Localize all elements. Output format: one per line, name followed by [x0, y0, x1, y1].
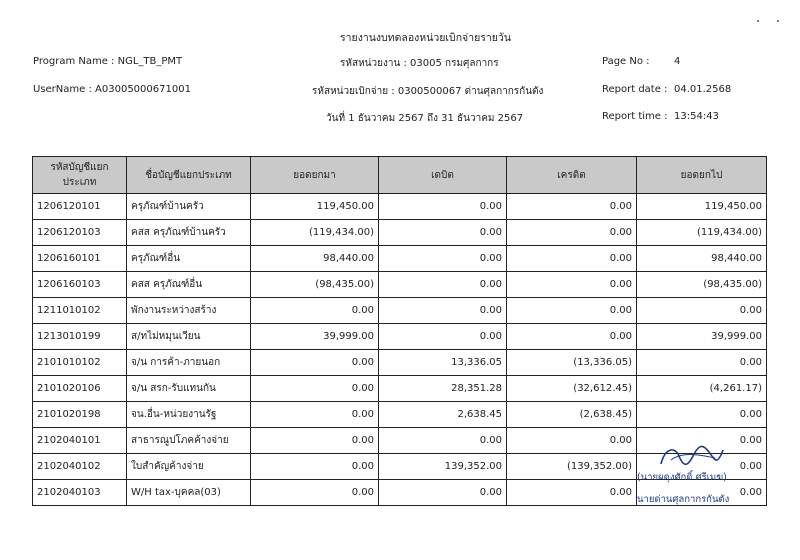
brought-forward: 0.00 — [251, 402, 379, 428]
brought-forward: 98,440.00 — [251, 246, 379, 272]
carried-forward: (119,434.00) — [637, 220, 767, 246]
credit: (139,352.00) — [507, 454, 637, 480]
account-code: 2102040101 — [33, 428, 127, 454]
credit: 0.00 — [507, 272, 637, 298]
carried-forward: (4,261.17) — [637, 376, 767, 402]
table-row — [33, 402, 767, 428]
credit: 0.00 — [507, 246, 637, 272]
account-name: จ/น สรก-รับแทนกัน — [127, 376, 251, 402]
scan-mark-dot — [777, 20, 779, 22]
carried-forward — [637, 454, 767, 505]
debit: 0.00 — [379, 246, 507, 272]
debit: 139,352.00 — [379, 454, 507, 480]
account-code: 2101020106 — [33, 376, 127, 402]
username-value: A03005000671001 — [95, 84, 191, 95]
table-row — [33, 324, 767, 350]
account-name: จ/น การค้า-ภายนอก — [127, 350, 251, 376]
report-title: รายงานงบทดลองหน่วยเบิกจ่ายรายวัน — [340, 32, 512, 44]
column-header-carried-forward: ยอดยกไป — [637, 157, 767, 194]
table-row — [33, 272, 767, 298]
debit: 2,638.45 — [379, 402, 507, 428]
table-row — [33, 298, 767, 324]
account-code: 1206120101 — [33, 194, 127, 220]
account-name: คสส ครุภัณฑ์อื่น — [127, 272, 251, 298]
account-code: 2102040102 — [33, 454, 127, 480]
table-row — [33, 194, 767, 220]
account-name: คสส ครุภัณฑ์บ้านครัว — [127, 220, 251, 246]
username-label: UserName : — [33, 84, 92, 95]
carried-forward: 98,440.00 — [637, 246, 767, 272]
report-time-label: Report time : — [602, 111, 668, 122]
program-name — [33, 56, 182, 67]
table-row — [33, 350, 767, 376]
report-date-label: Report date : — [602, 84, 668, 95]
column-header-account-code: รหัสบัญชีแยกประเภท — [33, 157, 127, 194]
disbursing-unit: รหัสหน่วยเบิกจ่าย : 0300500067 ด่านศุลกากรกันตัง — [312, 86, 544, 97]
table-row — [33, 454, 767, 480]
program-name-value: NGL_TB_PMT — [117, 56, 183, 67]
column-header-brought-forward: ยอดยกมา — [251, 157, 379, 194]
account-code: 2101010102 — [33, 350, 127, 376]
debit: 0.00 — [379, 272, 507, 298]
table-body — [33, 194, 767, 506]
brought-forward: 39,999.00 — [251, 324, 379, 350]
carried-forward: 39,999.00 — [637, 324, 767, 350]
credit: 0.00 — [507, 220, 637, 246]
credit: 0.00 — [507, 324, 637, 350]
brought-forward: 0.00 — [251, 350, 379, 376]
page-no-label: Page No : — [602, 56, 650, 67]
debit: 0.00 — [379, 480, 507, 506]
brought-forward: (98,435.00) — [251, 272, 379, 298]
carried-forward-value: 0.00 — [739, 487, 762, 498]
date-range: วันที่ 1 ธันวาคม 2567 ถึง 31 ธันวาคม 2567 — [326, 113, 524, 124]
account-code: 2101020198 — [33, 402, 127, 428]
agency-code: รหัสหน่วยงาน : 03005 กรมศุลกากร — [340, 58, 499, 69]
account-code: 1206160101 — [33, 246, 127, 272]
debit: 0.00 — [379, 428, 507, 454]
account-name: ครุภัณฑ์อื่น — [127, 246, 251, 272]
account-code: 1213010199 — [33, 324, 127, 350]
report-date-value: 04.01.2568 — [674, 84, 732, 95]
carried-forward: 119,450.00 — [637, 194, 767, 220]
carried-forward: (98,435.00) — [637, 272, 767, 298]
account-name: ส/ทไม่หมุนเวียน — [127, 324, 251, 350]
account-code: 1206120103 — [33, 220, 127, 246]
handwritten-signature — [657, 442, 727, 472]
credit: 0.00 — [507, 480, 637, 506]
account-name: ครุภัณฑ์บ้านครัว — [127, 194, 251, 220]
account-name: จน.อื่น-หน่วยงานรัฐ — [127, 402, 251, 428]
account-code: 2102040103 — [33, 480, 127, 506]
credit: 0.00 — [507, 428, 637, 454]
brought-forward: (119,434.00) — [251, 220, 379, 246]
account-name: สาธารณูปโภคค้างจ่าย — [127, 428, 251, 454]
column-header-debit: เดบิต — [379, 157, 507, 194]
debit: 0.00 — [379, 220, 507, 246]
credit: (2,638.45) — [507, 402, 637, 428]
table-row — [33, 376, 767, 402]
report-time-value: 13:54:43 — [674, 111, 719, 122]
page-no-value: 4 — [674, 56, 681, 67]
column-header-account-name: ชื่อบัญชีแยกประเภท — [127, 157, 251, 194]
debit: 0.00 — [379, 298, 507, 324]
credit: 0.00 — [507, 194, 637, 220]
column-header-credit: เครดิต — [507, 157, 637, 194]
scan-mark-dot — [757, 20, 759, 22]
carried-forward — [637, 480, 767, 506]
credit: (32,612.45) — [507, 376, 637, 402]
carried-forward: 0.00 — [637, 350, 767, 376]
brought-forward: 0.00 — [251, 298, 379, 324]
carried-forward: 0.00 — [637, 402, 767, 428]
carried-forward-value: 0.00 — [739, 461, 762, 472]
account-name: พักงานระหว่างสร้าง — [127, 298, 251, 324]
program-name-label: Program Name : — [33, 56, 115, 67]
signer-title: นายด่านศุลกากรกันตัง — [637, 494, 730, 505]
carried-forward: 0.00 — [637, 298, 767, 324]
brought-forward: 0.00 — [251, 376, 379, 402]
trial-balance-table — [32, 156, 767, 506]
table-row — [33, 220, 767, 246]
brought-forward: 119,450.00 — [251, 194, 379, 220]
account-name: W/H tax-บุคคล(03) — [127, 480, 251, 506]
credit: 0.00 — [507, 298, 637, 324]
debit: 0.00 — [379, 194, 507, 220]
brought-forward: 0.00 — [251, 480, 379, 506]
table-row — [33, 246, 767, 272]
account-code: 1206160103 — [33, 272, 127, 298]
carried-forward: 0.00 — [637, 428, 767, 454]
debit: 0.00 — [379, 324, 507, 350]
credit: (13,336.05) — [507, 350, 637, 376]
debit: 13,336.05 — [379, 350, 507, 376]
username — [33, 84, 191, 95]
table-row — [33, 480, 767, 506]
table-header-row — [33, 157, 767, 194]
brought-forward: 0.00 — [251, 454, 379, 480]
brought-forward: 0.00 — [251, 428, 379, 454]
account-code: 1211010102 — [33, 298, 127, 324]
signer-name: (นายผดุงศักดิ์ ศรีเมฆ) — [637, 472, 727, 483]
account-name: ใบสำคัญค้างจ่าย — [127, 454, 251, 480]
debit: 28,351.28 — [379, 376, 507, 402]
